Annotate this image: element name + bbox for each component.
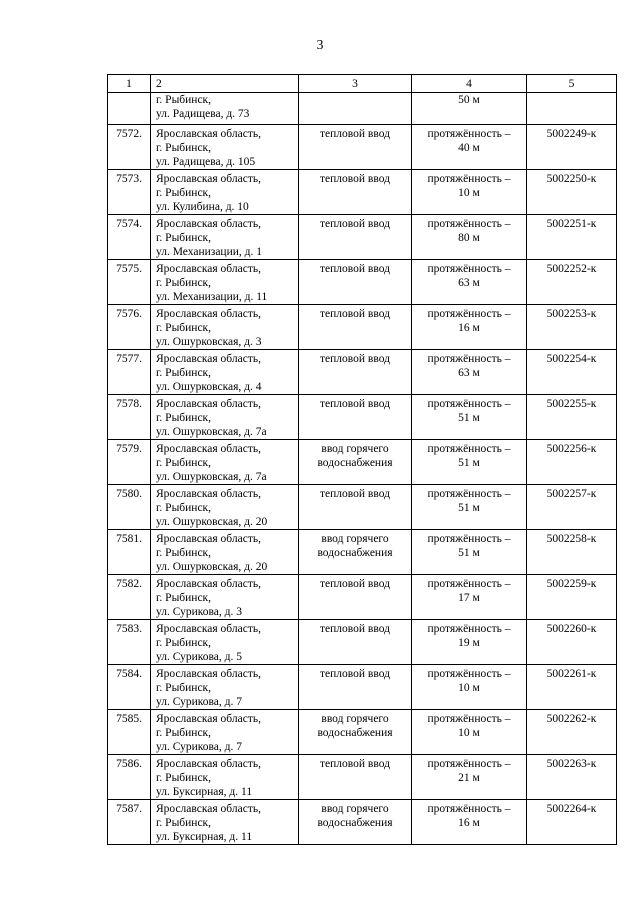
cell-length	[412, 710, 527, 755]
address-line: г. Рыбинск,	[156, 367, 212, 379]
address-line: ул. Кулибина, д. 10	[156, 201, 249, 213]
length-line: протяжённость –	[427, 668, 511, 680]
address-line: ул. Сурикова, д. 7	[156, 741, 243, 753]
type-line: тепловой ввод	[320, 623, 390, 635]
cell-code: 5002264-к	[527, 800, 617, 845]
type-line: тепловой ввод	[320, 218, 390, 230]
table-row	[108, 260, 617, 305]
cell-length	[412, 170, 527, 215]
address-line: ул. Буксирная, д. 11	[156, 786, 253, 798]
cell-address	[151, 125, 299, 170]
cell-code: 5002252-к	[527, 260, 617, 305]
cell-address	[151, 530, 299, 575]
cell-code: 5002249-к	[527, 125, 617, 170]
address-line: ул. Механизации, д. 1	[156, 246, 262, 258]
cell-number: 7578.	[108, 395, 151, 440]
address-line: Ярославская область,	[156, 758, 261, 770]
address-line: ул. Радищева, д. 73	[156, 108, 250, 120]
table-row	[108, 305, 617, 350]
cell-length	[412, 530, 527, 575]
length-line: 80 м	[458, 232, 480, 244]
cell-length	[412, 440, 527, 485]
cell-code: 5002258-к	[527, 530, 617, 575]
cell-length	[412, 620, 527, 665]
address-line: Ярославская область,	[156, 263, 261, 275]
cell-address	[151, 575, 299, 620]
address-line: ул. Ошурковская, д. 20	[156, 516, 268, 528]
length-line: 40 м	[458, 142, 480, 154]
cell-type	[299, 575, 412, 620]
address-line: г. Рыбинск,	[156, 94, 212, 106]
address-line: Ярославская область,	[156, 128, 261, 140]
cell-address	[151, 215, 299, 260]
cell-number: 7580.	[108, 485, 151, 530]
type-line: водоснабжения	[317, 727, 393, 739]
length-line: 51 м	[458, 412, 480, 424]
cell-type	[299, 395, 412, 440]
header-row	[108, 75, 617, 93]
cell-length	[412, 575, 527, 620]
type-line: ввод горячего	[321, 443, 389, 455]
type-line: ввод горячего	[321, 533, 389, 545]
cell-length	[412, 125, 527, 170]
address-line: ул. Буксирная, д. 11	[156, 831, 253, 843]
length-line: протяжённость –	[427, 803, 511, 815]
address-line: Ярославская область,	[156, 713, 261, 725]
type-line: ввод горячего	[321, 803, 389, 815]
cell-code: 5002256-к	[527, 440, 617, 485]
type-line: водоснабжения	[317, 547, 393, 559]
cell-number: 7584.	[108, 665, 151, 710]
cell-type	[299, 350, 412, 395]
type-line: тепловой ввод	[320, 308, 390, 320]
address-line: ул. Сурикова, д. 7	[156, 696, 243, 708]
cell-address	[151, 800, 299, 845]
address-line: ул. Ошурковская, д. 7а	[156, 471, 267, 483]
address-line: г. Рыбинск,	[156, 187, 212, 199]
address-line: Ярославская область,	[156, 353, 261, 365]
address-line: Ярославская область,	[156, 308, 261, 320]
cell-code: 5002255-к	[527, 395, 617, 440]
length-line: протяжённость –	[427, 533, 511, 545]
cell-length	[412, 350, 527, 395]
length-line: протяжённость –	[427, 128, 511, 140]
cell-code: 5002260-к	[527, 620, 617, 665]
type-line: ввод горячего	[321, 713, 389, 725]
address-line: Ярославская область,	[156, 173, 261, 185]
address-line: ул. Ошурковская, д. 3	[156, 336, 262, 348]
address-line: Ярославская область,	[156, 218, 261, 230]
length-line: 10 м	[458, 682, 480, 694]
table-row	[108, 575, 617, 620]
cell-length	[412, 485, 527, 530]
registry-table	[107, 74, 617, 845]
length-line: 10 м	[458, 187, 480, 199]
length-line: протяжённость –	[427, 398, 511, 410]
address-line: Ярославская область,	[156, 488, 261, 500]
cell-number: 7573.	[108, 170, 151, 215]
cell-type	[299, 755, 412, 800]
cell-number: 7581.	[108, 530, 151, 575]
cell-code: 5002259-к	[527, 575, 617, 620]
cell-type	[299, 215, 412, 260]
cell-number	[108, 93, 151, 125]
cell-type	[299, 530, 412, 575]
address-line: Ярославская область,	[156, 533, 261, 545]
type-line: тепловой ввод	[320, 668, 390, 680]
type-line: тепловой ввод	[320, 128, 390, 140]
table-row	[108, 710, 617, 755]
length-line: 63 м	[458, 277, 480, 289]
cell-type	[299, 170, 412, 215]
column-header-4: 4	[412, 75, 527, 93]
address-line: г. Рыбинск,	[156, 277, 212, 289]
length-line: 19 м	[458, 637, 480, 649]
cell-code: 5002250-к	[527, 170, 617, 215]
address-line: г. Рыбинск,	[156, 682, 212, 694]
length-line: протяжённость –	[427, 263, 511, 275]
address-line: ул. Механизации, д. 11	[156, 291, 268, 303]
table-row	[108, 665, 617, 710]
cell-length	[412, 93, 527, 125]
type-line: тепловой ввод	[320, 398, 390, 410]
column-header-3: 3	[299, 75, 412, 93]
address-line: г. Рыбинск,	[156, 817, 212, 829]
address-line: г. Рыбинск,	[156, 232, 212, 244]
address-line: Ярославская область,	[156, 668, 261, 680]
column-header-1: 1	[108, 75, 151, 93]
length-line: 51 м	[458, 547, 480, 559]
cell-address	[151, 485, 299, 530]
cell-type	[299, 93, 412, 125]
address-line: г. Рыбинск,	[156, 772, 212, 784]
cell-address	[151, 305, 299, 350]
cell-type	[299, 260, 412, 305]
length-line: протяжённость –	[427, 308, 511, 320]
cell-type	[299, 485, 412, 530]
length-line: 10 м	[458, 727, 480, 739]
address-line: г. Рыбинск,	[156, 142, 212, 154]
cell-address	[151, 440, 299, 485]
cell-number: 7577.	[108, 350, 151, 395]
cell-number: 7579.	[108, 440, 151, 485]
cell-length	[412, 800, 527, 845]
length-line: 17 м	[458, 592, 480, 604]
type-line: водоснабжения	[317, 817, 393, 829]
address-line: г. Рыбинск,	[156, 502, 212, 514]
cell-length	[412, 260, 527, 305]
type-line: тепловой ввод	[320, 173, 390, 185]
table-row	[108, 800, 617, 845]
cell-code: 5002254-к	[527, 350, 617, 395]
table-row	[108, 125, 617, 170]
table-row	[108, 215, 617, 260]
type-line: тепловой ввод	[320, 353, 390, 365]
address-line: Ярославская область,	[156, 578, 261, 590]
length-line: протяжённость –	[427, 443, 511, 455]
length-line: 51 м	[458, 502, 480, 514]
address-line: ул. Радищева, д. 105	[156, 156, 256, 168]
length-line: 16 м	[458, 322, 480, 334]
cell-type	[299, 125, 412, 170]
table-row	[108, 620, 617, 665]
cell-number: 7576.	[108, 305, 151, 350]
table-row	[108, 755, 617, 800]
cell-code	[527, 93, 617, 125]
length-line: 50 м	[458, 94, 480, 106]
type-line: водоснабжения	[317, 457, 393, 469]
cell-code: 5002261-к	[527, 665, 617, 710]
length-line: 16 м	[458, 817, 480, 829]
cell-number: 7586.	[108, 755, 151, 800]
cell-length	[412, 215, 527, 260]
address-line: г. Рыбинск,	[156, 457, 212, 469]
cell-number: 7582.	[108, 575, 151, 620]
address-line: ул. Ошурковская, д. 20	[156, 561, 268, 573]
cell-type	[299, 665, 412, 710]
address-line: Ярославская область,	[156, 398, 261, 410]
cell-length	[412, 665, 527, 710]
cell-address	[151, 260, 299, 305]
cell-number: 7575.	[108, 260, 151, 305]
length-line: 63 м	[458, 367, 480, 379]
address-line: ул. Ошурковская, д. 7а	[156, 426, 267, 438]
column-header-2: 2	[151, 75, 299, 93]
cell-code: 5002257-к	[527, 485, 617, 530]
cell-number: 7585.	[108, 710, 151, 755]
continuation-row	[108, 93, 617, 125]
table-row	[108, 350, 617, 395]
address-line: ул. Сурикова, д. 3	[156, 606, 243, 618]
length-line: протяжённость –	[427, 353, 511, 365]
cell-type	[299, 620, 412, 665]
length-line: протяжённость –	[427, 713, 511, 725]
cell-type	[299, 440, 412, 485]
cell-address	[151, 755, 299, 800]
cell-number: 7583.	[108, 620, 151, 665]
address-line: г. Рыбинск,	[156, 412, 212, 424]
address-line: Ярославская область,	[156, 803, 261, 815]
length-line: протяжённость –	[427, 578, 511, 590]
cell-address	[151, 350, 299, 395]
address-line: г. Рыбинск,	[156, 547, 212, 559]
length-line: протяжённость –	[427, 218, 511, 230]
cell-address	[151, 170, 299, 215]
cell-code: 5002251-к	[527, 215, 617, 260]
length-line: протяжённость –	[427, 173, 511, 185]
table-row	[108, 170, 617, 215]
cell-code: 5002263-к	[527, 755, 617, 800]
cell-address	[151, 395, 299, 440]
column-header-5: 5	[527, 75, 617, 93]
length-line: протяжённость –	[427, 758, 511, 770]
cell-address	[151, 620, 299, 665]
address-line: ул. Ошурковская, д. 4	[156, 381, 262, 393]
cell-length	[412, 395, 527, 440]
length-line: протяжённость –	[427, 623, 511, 635]
cell-code: 5002262-к	[527, 710, 617, 755]
cell-type	[299, 710, 412, 755]
address-line: Ярославская область,	[156, 623, 261, 635]
address-line: г. Рыбинск,	[156, 592, 212, 604]
cell-address	[151, 93, 299, 125]
type-line: тепловой ввод	[320, 263, 390, 275]
address-line: г. Рыбинск,	[156, 637, 212, 649]
cell-type	[299, 800, 412, 845]
length-line: 51 м	[458, 457, 480, 469]
cell-length	[412, 305, 527, 350]
cell-code: 5002253-к	[527, 305, 617, 350]
length-line: 21 м	[458, 772, 480, 784]
table-row	[108, 485, 617, 530]
table-row	[108, 440, 617, 485]
cell-number: 7574.	[108, 215, 151, 260]
cell-number: 7572.	[108, 125, 151, 170]
address-line: г. Рыбинск,	[156, 322, 212, 334]
type-line: тепловой ввод	[320, 758, 390, 770]
cell-length	[412, 755, 527, 800]
table-row	[108, 395, 617, 440]
page-number: 3	[316, 38, 324, 53]
address-line: г. Рыбинск,	[156, 727, 212, 739]
length-line: протяжённость –	[427, 488, 511, 500]
cell-address	[151, 710, 299, 755]
address-line: Ярославская область,	[156, 443, 261, 455]
type-line: тепловой ввод	[320, 488, 390, 500]
cell-type	[299, 305, 412, 350]
type-line: тепловой ввод	[320, 578, 390, 590]
address-line: ул. Сурикова, д. 5	[156, 651, 243, 663]
table-row	[108, 530, 617, 575]
cell-address	[151, 665, 299, 710]
cell-number: 7587.	[108, 800, 151, 845]
